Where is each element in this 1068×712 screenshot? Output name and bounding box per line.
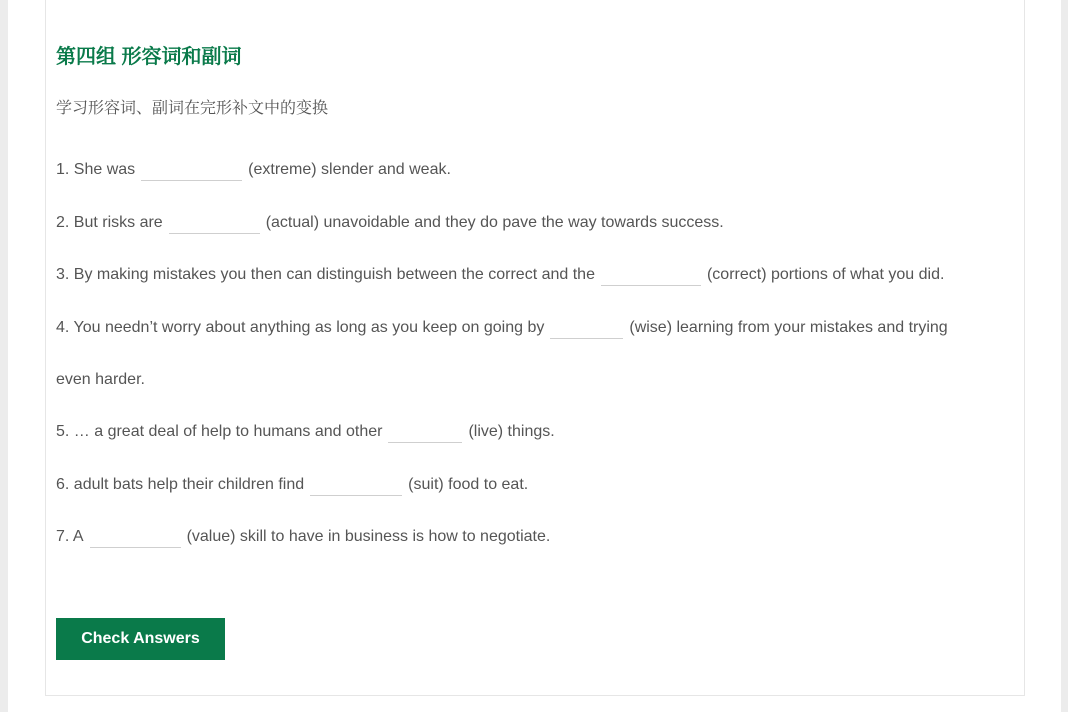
question-1-text-before: 1. She was: [56, 161, 136, 178]
question-7: [56, 527, 550, 548]
question-1-text-after: (extreme) slender and weak.: [248, 161, 451, 178]
question-5: [56, 422, 555, 443]
exercise-card: [45, 0, 1025, 696]
question-7-answer-blank[interactable]: [90, 527, 181, 548]
page-background: [8, 0, 1061, 712]
question-6: [56, 475, 528, 496]
question-2-text-after: (actual) unavoidable and they do pave the way towards success.: [265, 214, 724, 231]
section-subtitle: 学习形容词、副词在完形补文中的变换: [56, 100, 329, 117]
question-5-text-after: (live) things.: [468, 423, 555, 440]
question-7-text-before: 7. A: [56, 528, 84, 545]
question-1-answer-blank[interactable]: [141, 160, 242, 181]
question-4: [56, 318, 948, 339]
question-6-text-after: (suit) food to eat.: [408, 476, 529, 493]
question-3-answer-blank[interactable]: [601, 265, 701, 286]
question-7-text-after: (value) skill to have in business is how to negotiate.: [186, 528, 551, 545]
question-4-answer-blank[interactable]: [550, 318, 623, 339]
question-3: [56, 265, 944, 286]
question-2-text-before: 2. But risks are: [56, 214, 163, 231]
section-title: 第四组 形容词和副词: [56, 46, 242, 68]
question-3-text-after: (correct) portions of what you did.: [706, 266, 945, 283]
question-2: [56, 213, 724, 234]
question-1: [56, 160, 451, 181]
question-6-text-before: 6. adult bats help their children find: [56, 476, 305, 493]
check-answers-button[interactable]: Check Answers: [56, 618, 225, 660]
question-5-text-before: 5. … a great deal of help to humans and other: [56, 423, 383, 440]
question-6-answer-blank[interactable]: [310, 475, 402, 496]
question-5-answer-blank[interactable]: [388, 422, 462, 443]
question-2-answer-blank[interactable]: [169, 213, 260, 234]
question-4-text-after: (wise) learning from your mistakes and trying: [629, 319, 948, 336]
question-3-text-before: 3. By making mistakes you then can distinguish between the correct and the: [56, 266, 595, 283]
question-4-continuation: even harder.: [56, 371, 145, 388]
question-4-text-before: 4. You needn’t worry about anything as long as you keep on going by: [56, 319, 545, 336]
